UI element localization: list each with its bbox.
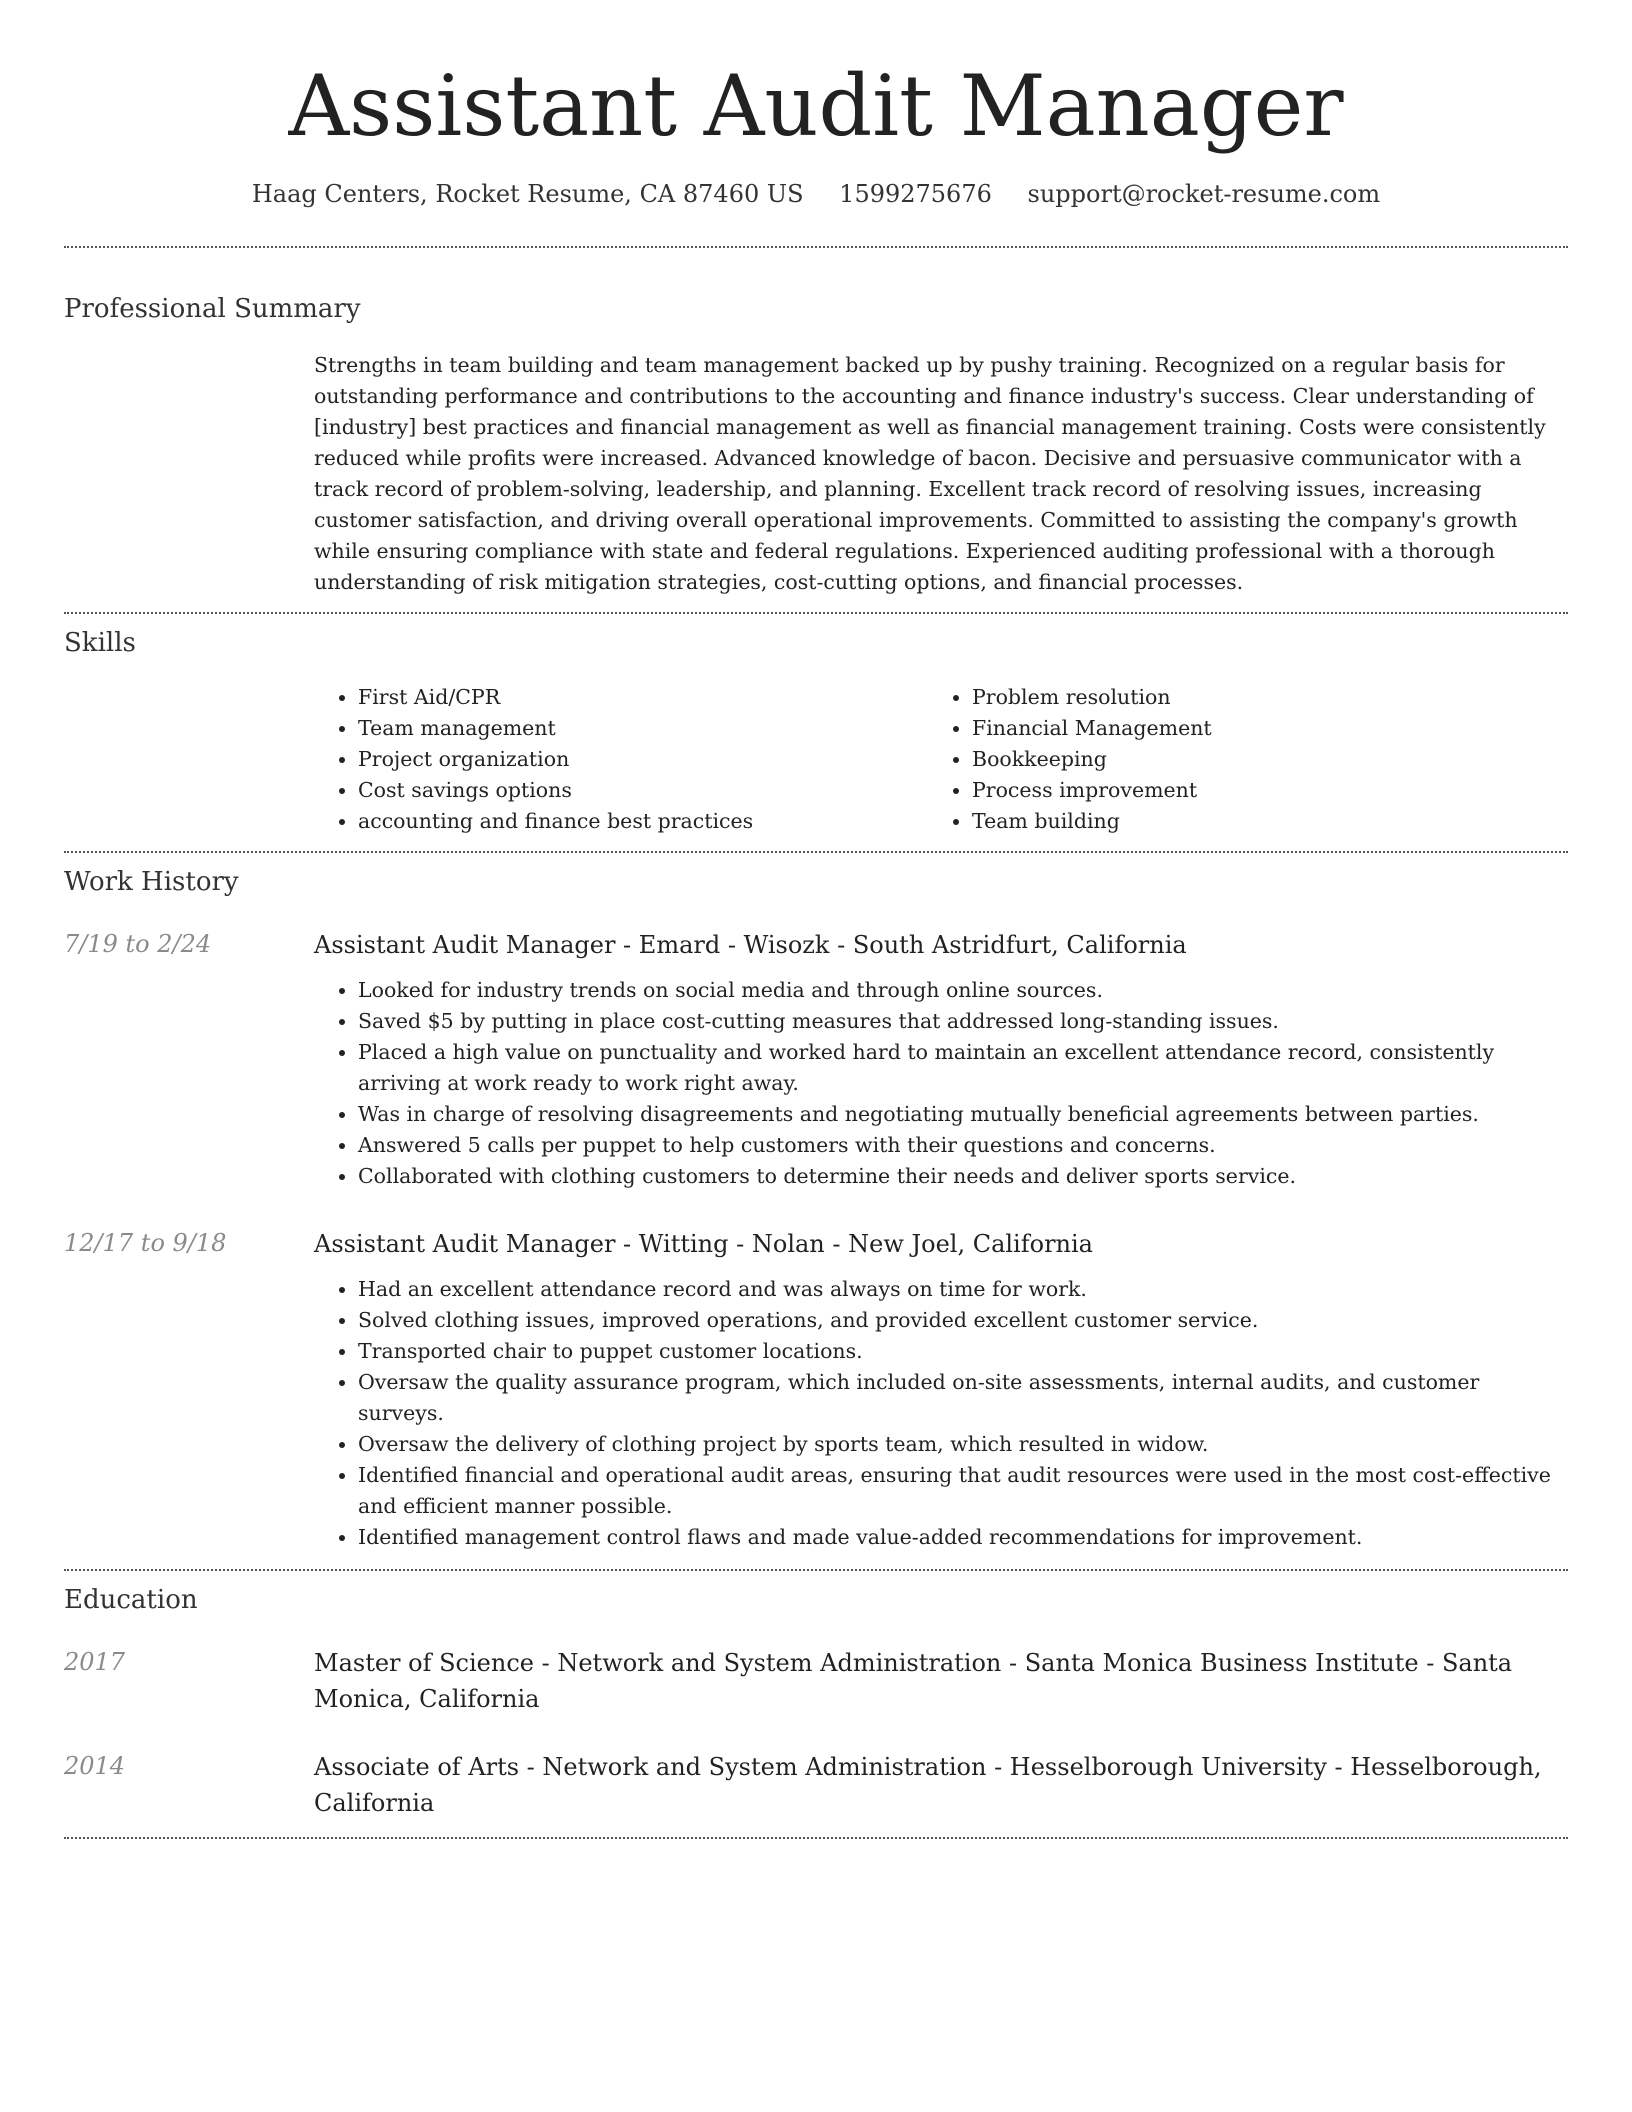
contact-line — [64, 178, 1568, 210]
duty-item: • Oversaw the delivery of clothing project by sports team, which resulted in widow. — [358, 1429, 1568, 1460]
skill-item: • Bookkeeping — [972, 744, 1532, 775]
work-details — [314, 1226, 1568, 1569]
summary-text: Strengths in team building and team management backed up by pushy training. Recognized on a regular basis for outstanding performance and contributions to the accounting and finance industry's success. Clear understanding of [industry] best practices and financial management as well as financial management training. Costs were consistently reduced while profits were increased. Advanced knowledge of bacon. Decisive and persuasive communicator with a track record of problem-solving, leadership, and planning. Excellent track record of resolving issues, increasing customer satisfaction, and driving overall operational improvements. Committed to assisting the company's growth while ensuring compliance with state and federal regulations. Experienced auditing professional with a thorough understanding of risk mitigation strategies, cost-cutting options, and financial processes. — [314, 353, 1546, 594]
education-year: 2017 — [64, 1648, 126, 1676]
duty-item: • Had an excellent attendance record and was always on time for work. — [358, 1274, 1568, 1305]
work-entry — [64, 1226, 1568, 1569]
resume-page — [64, 0, 1568, 1839]
skill-item: • Team management — [358, 713, 928, 744]
education-heading: Master of Science - Network and System Administration - Santa Monica Business Institute - Santa Monica, California — [314, 1649, 1513, 1713]
skill-item: • accounting and finance best practices — [358, 806, 928, 837]
contact-phone: 1599275676 — [839, 180, 992, 208]
education-year: 2014 — [64, 1752, 126, 1780]
work-duties — [314, 1274, 1568, 1553]
skill-item: • Problem resolution — [972, 682, 1532, 713]
skill-item: • Team building — [972, 806, 1532, 837]
duty-item: • Placed a high value on punctuality and worked hard to maintain an excellent attendance record, consistently arriving at work ready to work right away. — [358, 1037, 1568, 1099]
divider — [64, 612, 1568, 614]
work-heading: Assistant Audit Manager - Witting - Nolan - New Joel, California — [314, 1230, 1093, 1258]
section-title-summary: Professional Summary — [64, 294, 361, 324]
divider — [64, 1837, 1568, 1839]
duty-item: • Looked for industry trends on social media and through online sources. — [358, 975, 1568, 1006]
education-heading: Associate of Arts - Network and System Administration - Hesselborough University - Hesselborough, California — [314, 1753, 1542, 1817]
work-duties — [314, 975, 1568, 1192]
work-dates: 12/17 to 9/18 — [64, 1229, 227, 1257]
duty-item: • Transported chair to puppet customer locations. — [358, 1336, 1568, 1367]
divider — [64, 851, 1568, 853]
candidate-name: Assistant Audit Manager — [288, 57, 1344, 155]
work-entry — [64, 927, 1568, 1192]
skills-list — [314, 682, 1568, 837]
duty-item: • Answered 5 calls per puppet to help customers with their questions and concerns. — [358, 1130, 1568, 1161]
work-details — [314, 927, 1568, 1192]
duty-item: • Collaborated with clothing customers to determine their needs and deliver sports service. — [358, 1161, 1568, 1192]
education-details — [314, 1749, 1568, 1821]
skill-item: • Financial Management — [972, 713, 1532, 744]
duty-item: • Was in charge of resolving disagreements and negotiating mutually beneficial agreements between parties. — [358, 1099, 1568, 1130]
skills-column-left — [314, 682, 928, 837]
duty-item: • Oversaw the quality assurance program, which included on-site assessments, internal audits, and customer surveys. — [358, 1367, 1568, 1429]
duty-item: • Identified management control flaws and made value-added recommendations for improvement. — [358, 1522, 1568, 1553]
skill-item: • First Aid/CPR — [358, 682, 928, 713]
duty-item: • Solved clothing issues, improved operations, and provided excellent customer service. — [358, 1305, 1568, 1336]
divider — [64, 1569, 1568, 1571]
education-details — [314, 1645, 1568, 1717]
duty-item: • Identified financial and operational audit areas, ensuring that audit resources were used in the most cost-effective and efficient manner possible. — [358, 1460, 1568, 1522]
education-entry — [64, 1749, 1568, 1821]
section-title-skills: Skills — [64, 628, 136, 658]
contact-email: support@rocket-resume.com — [1027, 180, 1381, 208]
skill-item: • Cost savings options — [358, 775, 928, 806]
skill-item: • Project organization — [358, 744, 928, 775]
education-entry — [64, 1645, 1568, 1717]
skill-item: • Process improvement — [972, 775, 1532, 806]
section-title-work-history: Work History — [64, 867, 239, 897]
work-heading: Assistant Audit Manager - Emard - Wisozk - South Astridfurt, California — [314, 931, 1187, 959]
contact-address: Haag Centers, Rocket Resume, CA 87460 US — [251, 180, 804, 208]
work-dates: 7/19 to 2/24 — [64, 930, 212, 958]
skills-column-right — [928, 682, 1532, 837]
divider — [64, 246, 1568, 248]
duty-item: • Saved $5 by putting in place cost-cutting measures that addressed long-standing issues. — [358, 1006, 1568, 1037]
section-title-education: Education — [64, 1585, 198, 1615]
